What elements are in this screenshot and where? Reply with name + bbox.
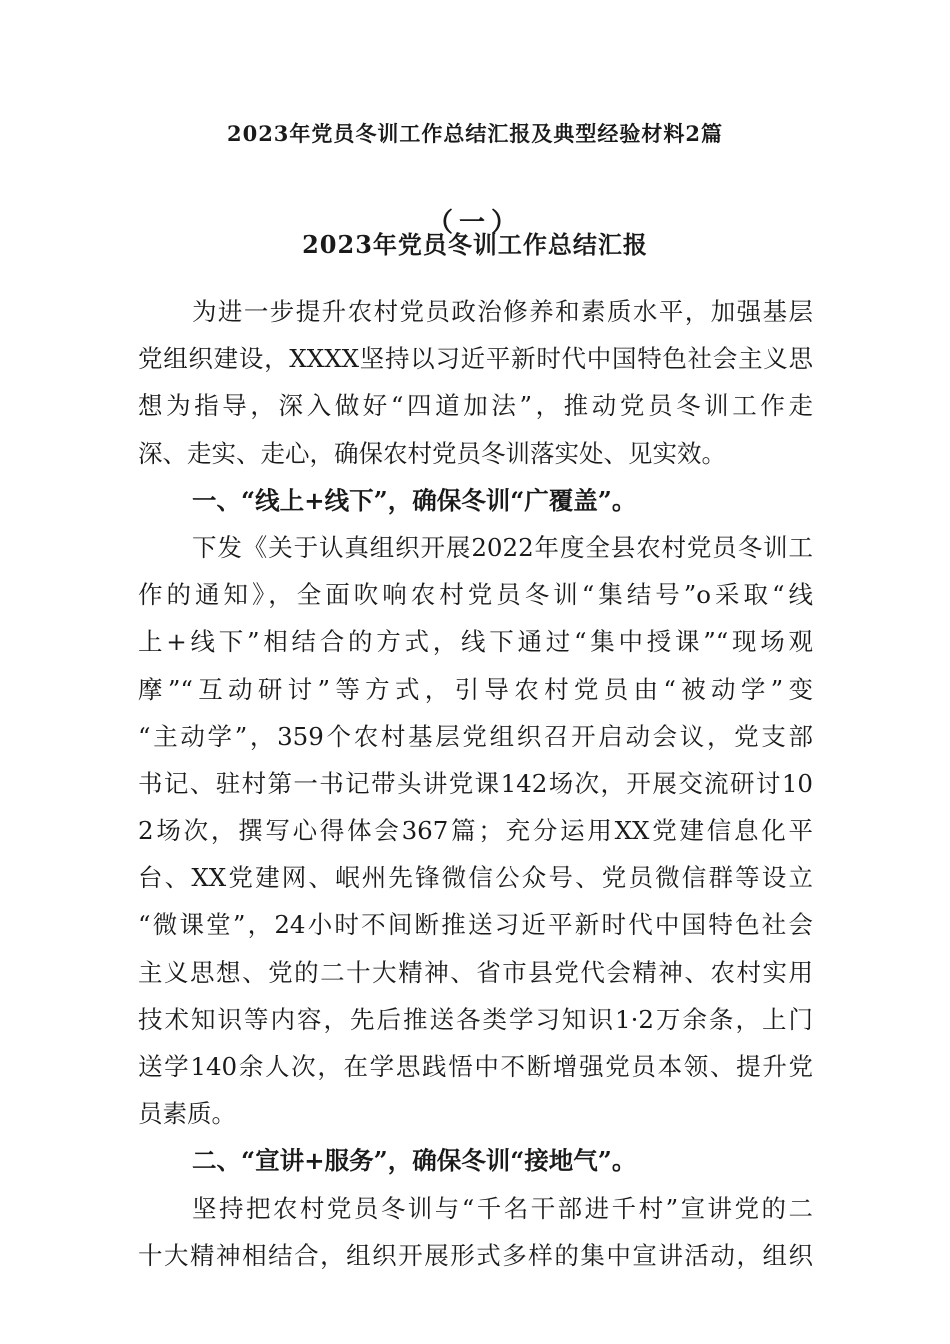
paragraph-line: 为进一步提升农村党员政治修养和素质水平，加强基层 (192, 297, 813, 326)
paragraph-line: 书记、驻村第一书记带头讲党课142场次，开展交流研讨10 (138, 768, 813, 798)
paragraph-line: 深、走实、走心，确保农村党员冬训落实处、见实效。 (138, 438, 726, 468)
paragraph-line: 坚持把农村党员冬训与“千名干部进千村”宣讲党的二 (192, 1193, 813, 1223)
paragraph-line: 台、XX党建网、岷州先锋微信公众号、党员微信群等设立 (138, 863, 813, 893)
paragraph-line: 员素质。 (138, 1099, 236, 1129)
section-title: 2023年党员冬训工作总结汇报 (302, 230, 648, 259)
part-label: （一） (426, 208, 523, 238)
paragraph-line: 送学140余人次，在学思践悟中不断增强党员本领、提升党 (138, 1052, 813, 1081)
paragraph-line: 十大精神相结合，组织开展形式多样的集中宣讲活动，组织 (138, 1240, 813, 1270)
paragraph-line: 作的通知》，全面吹响农村党员冬训“集结号”o采取“线 (138, 580, 813, 610)
paragraph-line: 主义思想、党的二十大精神、省市县党代会精神、农村实用 (138, 957, 813, 987)
document-title: 2023年党员冬训工作总结汇报及典型经验材料2篇 (226, 121, 724, 146)
paragraph-line: 党组织建设，XXXX坚持以习近平新时代中国特色社会主义思 (138, 344, 813, 374)
paragraph-line: 技术知识等内容，先后推送各类学习知识1·2万余条，上门 (138, 1004, 813, 1034)
document-body (138, 288, 813, 1279)
paragraph-line: “主动学”，359个农村基层党组织召开启动会议，党支部 (138, 721, 813, 751)
paragraph-line: 2场次，撰写心得体会367篇；充分运用XX党建信息化平 (138, 816, 813, 846)
paragraph-line: 下发《关于认真组织开展2022年度全县农村党员冬训工 (192, 532, 813, 562)
paragraph-line: “微课堂”，24小时不间断推送习近平新时代中国特色社会 (138, 910, 813, 940)
paragraph-line: 摩”“互动研讨”等方式，引导农村党员由“被动学”变 (138, 674, 813, 704)
paragraph-line: 想为指导，深入做好“四道加法”，推动党员冬训工作走 (138, 391, 813, 421)
section-heading: 一、“线上+线下”，确保冬训“广覆盖”。 (192, 485, 637, 515)
paragraph-line: 上+线下”相结合的方式，线下通过“集中授课”“现场观 (138, 627, 813, 657)
section-heading: 二、“宣讲+服务”，确保冬训“接地气”。 (192, 1146, 637, 1176)
